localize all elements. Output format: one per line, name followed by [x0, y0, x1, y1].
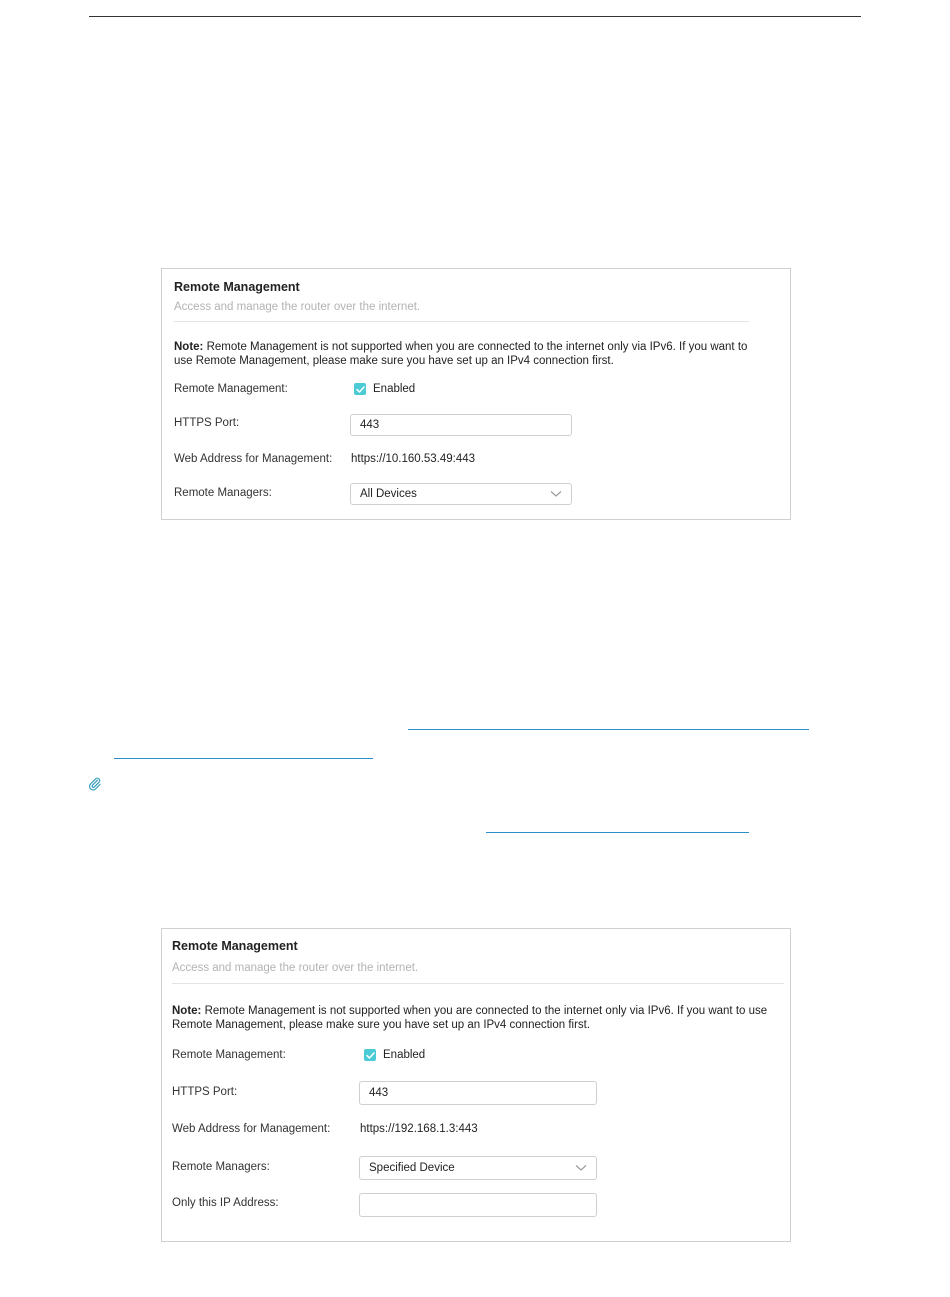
remote-managers-select[interactable] [359, 1156, 597, 1180]
web-address-value: https://10.160.53.49:443 [351, 453, 476, 465]
chevron-down-icon [575, 1164, 587, 1172]
https-port-input[interactable] [359, 1081, 597, 1105]
https-port-label: HTTPS Port: [172, 1086, 238, 1098]
paperclip-icon [88, 777, 102, 791]
panel-subtitle: Access and manage the router over the internet. [174, 301, 421, 313]
check-icon [366, 1052, 375, 1059]
remote-managers-select[interactable] [350, 483, 572, 505]
panel-title: Remote Management [172, 939, 298, 953]
chevron-down-icon [550, 490, 562, 498]
remote-management-toggle[interactable] [354, 383, 415, 395]
https-port-value: 443 [369, 1087, 389, 1099]
check-icon [356, 386, 365, 393]
remote-management-toggle[interactable] [364, 1049, 425, 1061]
ipv6-note [174, 340, 749, 368]
ipv6-note [172, 1004, 777, 1032]
hyperlink-underline[interactable] [114, 758, 373, 759]
enabled-checkbox[interactable] [364, 1049, 376, 1061]
enabled-label: Enabled [383, 1049, 426, 1061]
note-text: Remote Management is not supported when you are connected to the internet only via IPv6. If you want to use Remote Management, please make sure you have set up an IPv4 connection first. [174, 341, 748, 367]
remote-management-label: Remote Management: [172, 1049, 286, 1061]
note-text: Remote Management is not supported when you are connected to the internet only via IPv6. If you want to use Remote Management, please make sure you have set up an IPv4 connection first. [172, 1005, 768, 1031]
only-ip-label: Only this IP Address: [172, 1197, 279, 1209]
web-address-value: https://192.168.1.3:443 [360, 1123, 478, 1135]
panel-title: Remote Management [174, 280, 300, 294]
https-port-value: 443 [360, 419, 380, 431]
page-header-rule [89, 16, 861, 17]
remote-management-panel-specified-device [161, 928, 791, 1242]
remote-managers-value: Specified Device [369, 1162, 455, 1174]
web-address-label: Web Address for Management: [172, 1123, 331, 1135]
remote-managers-label: Remote Managers: [172, 1161, 270, 1173]
hyperlink-underline[interactable] [408, 729, 809, 730]
panel-divider [172, 983, 784, 984]
note-label: Note: [172, 1005, 202, 1017]
note-label: Note: [174, 341, 204, 353]
panel-subtitle: Access and manage the router over the internet. [172, 962, 419, 974]
remote-management-panel-all-devices [161, 268, 791, 520]
https-port-label: HTTPS Port: [174, 417, 240, 429]
enabled-label: Enabled [373, 383, 416, 395]
only-ip-input[interactable] [359, 1193, 597, 1217]
hyperlink-underline[interactable] [486, 832, 749, 833]
remote-managers-label: Remote Managers: [174, 487, 272, 499]
https-port-input[interactable] [350, 414, 572, 436]
panel-divider [174, 321, 749, 322]
remote-managers-value: All Devices [360, 488, 417, 500]
enabled-checkbox[interactable] [354, 383, 366, 395]
remote-management-label: Remote Management: [174, 383, 288, 395]
web-address-label: Web Address for Management: [174, 453, 333, 465]
